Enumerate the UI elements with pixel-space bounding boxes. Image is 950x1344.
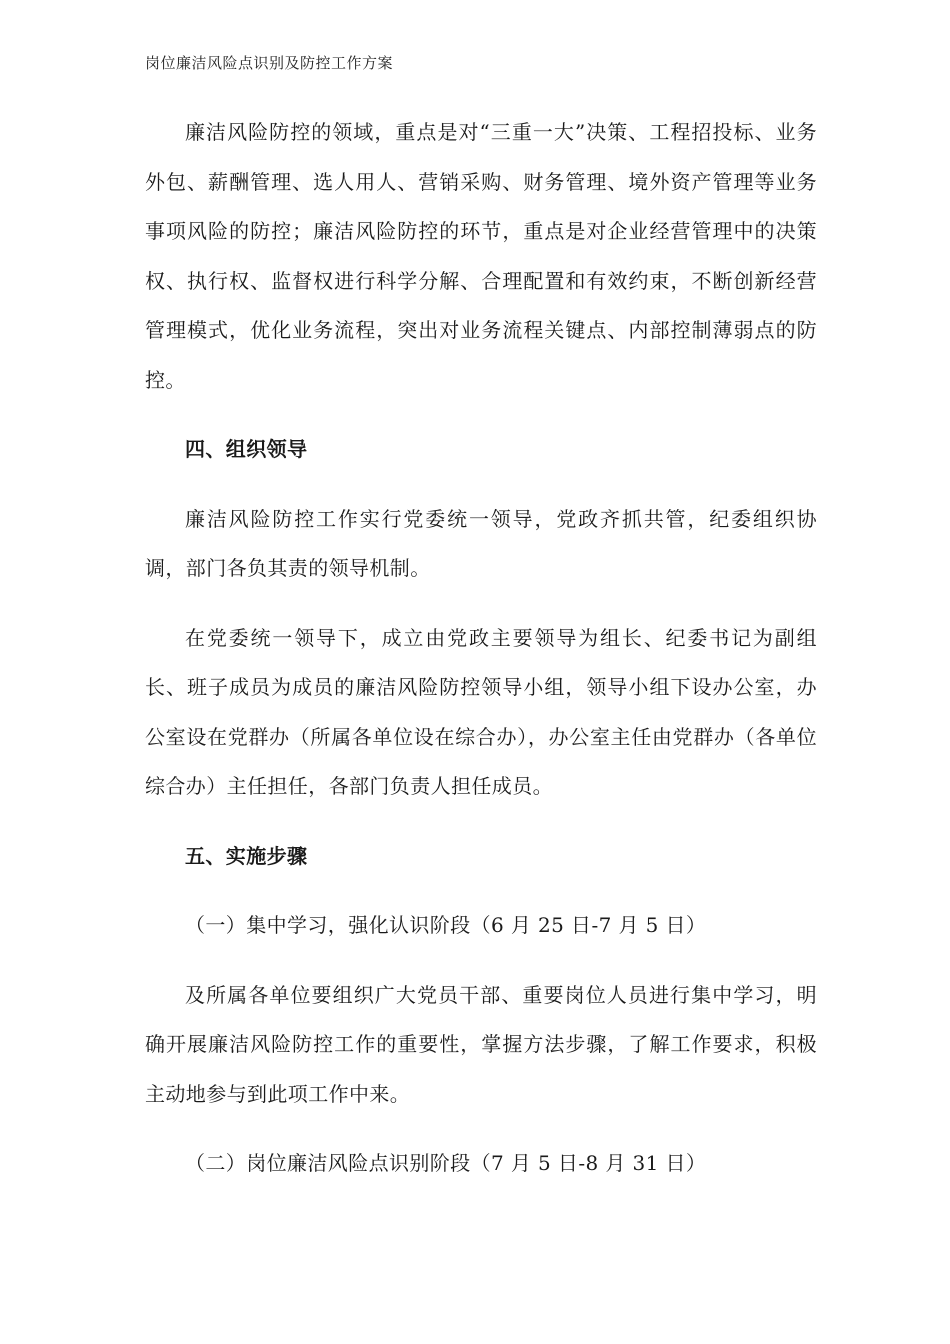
- step-heading-study: （一）集中学习，强化认识阶段（6 月 25 日-7 月 5 日）: [185, 913, 707, 937]
- running-header: 岗位廉洁风险点识别及防控工作方案: [145, 54, 394, 72]
- paragraph-study: 及所属各单位要组织广大党员干部、重要岗位人员进行集中学习，明确开展廉洁风险防控工作的重要性，掌握方法步骤，了解工作要求，积极主动地参与到此项工作中来。: [145, 982, 817, 1106]
- document-body: [145, 108, 817, 1189]
- section-heading-implementation: 五、实施步骤: [185, 843, 308, 868]
- paragraph-risk-scope: 廉洁风险防控的领域，重点是对“三重一大”决策、工程招投标、业务外包、薪酬管理、选人用人、营销采购、财务管理、境外资产管理等业务事项风险的防控；廉洁风险防控的环节，重点是对企业经营管理中的决策权、执行权、监督权进行科学分解、合理配置和有效约束，不断创新经营管理模式，优化业务流程，突出对业务流程关键点、内部控制薄弱点的防控。: [145, 120, 817, 392]
- section-heading-organization: 四、组织领导: [185, 437, 308, 461]
- paragraph-leadership-mechanism: 廉洁风险防控工作实行党委统一领导，党政齐抓共管，纪委组织协调，部门各负其责的领导机制。: [145, 506, 817, 580]
- step-heading-identification: （二）岗位廉洁风险点识别阶段（7 月 5 日-8 月 31 日）: [185, 1151, 707, 1175]
- paragraph-leadership-group: 在党委统一领导下，成立由党政主要领导为组长、纪委书记为副组长、班子成员为成员的廉洁风险防控领导小组，领导小组下设办公室，办公室设在党群办（所属各单位设在综合办），办公室主任由党群办（各单位综合办）主任担任，各部门负责人担任成员。: [145, 625, 817, 798]
